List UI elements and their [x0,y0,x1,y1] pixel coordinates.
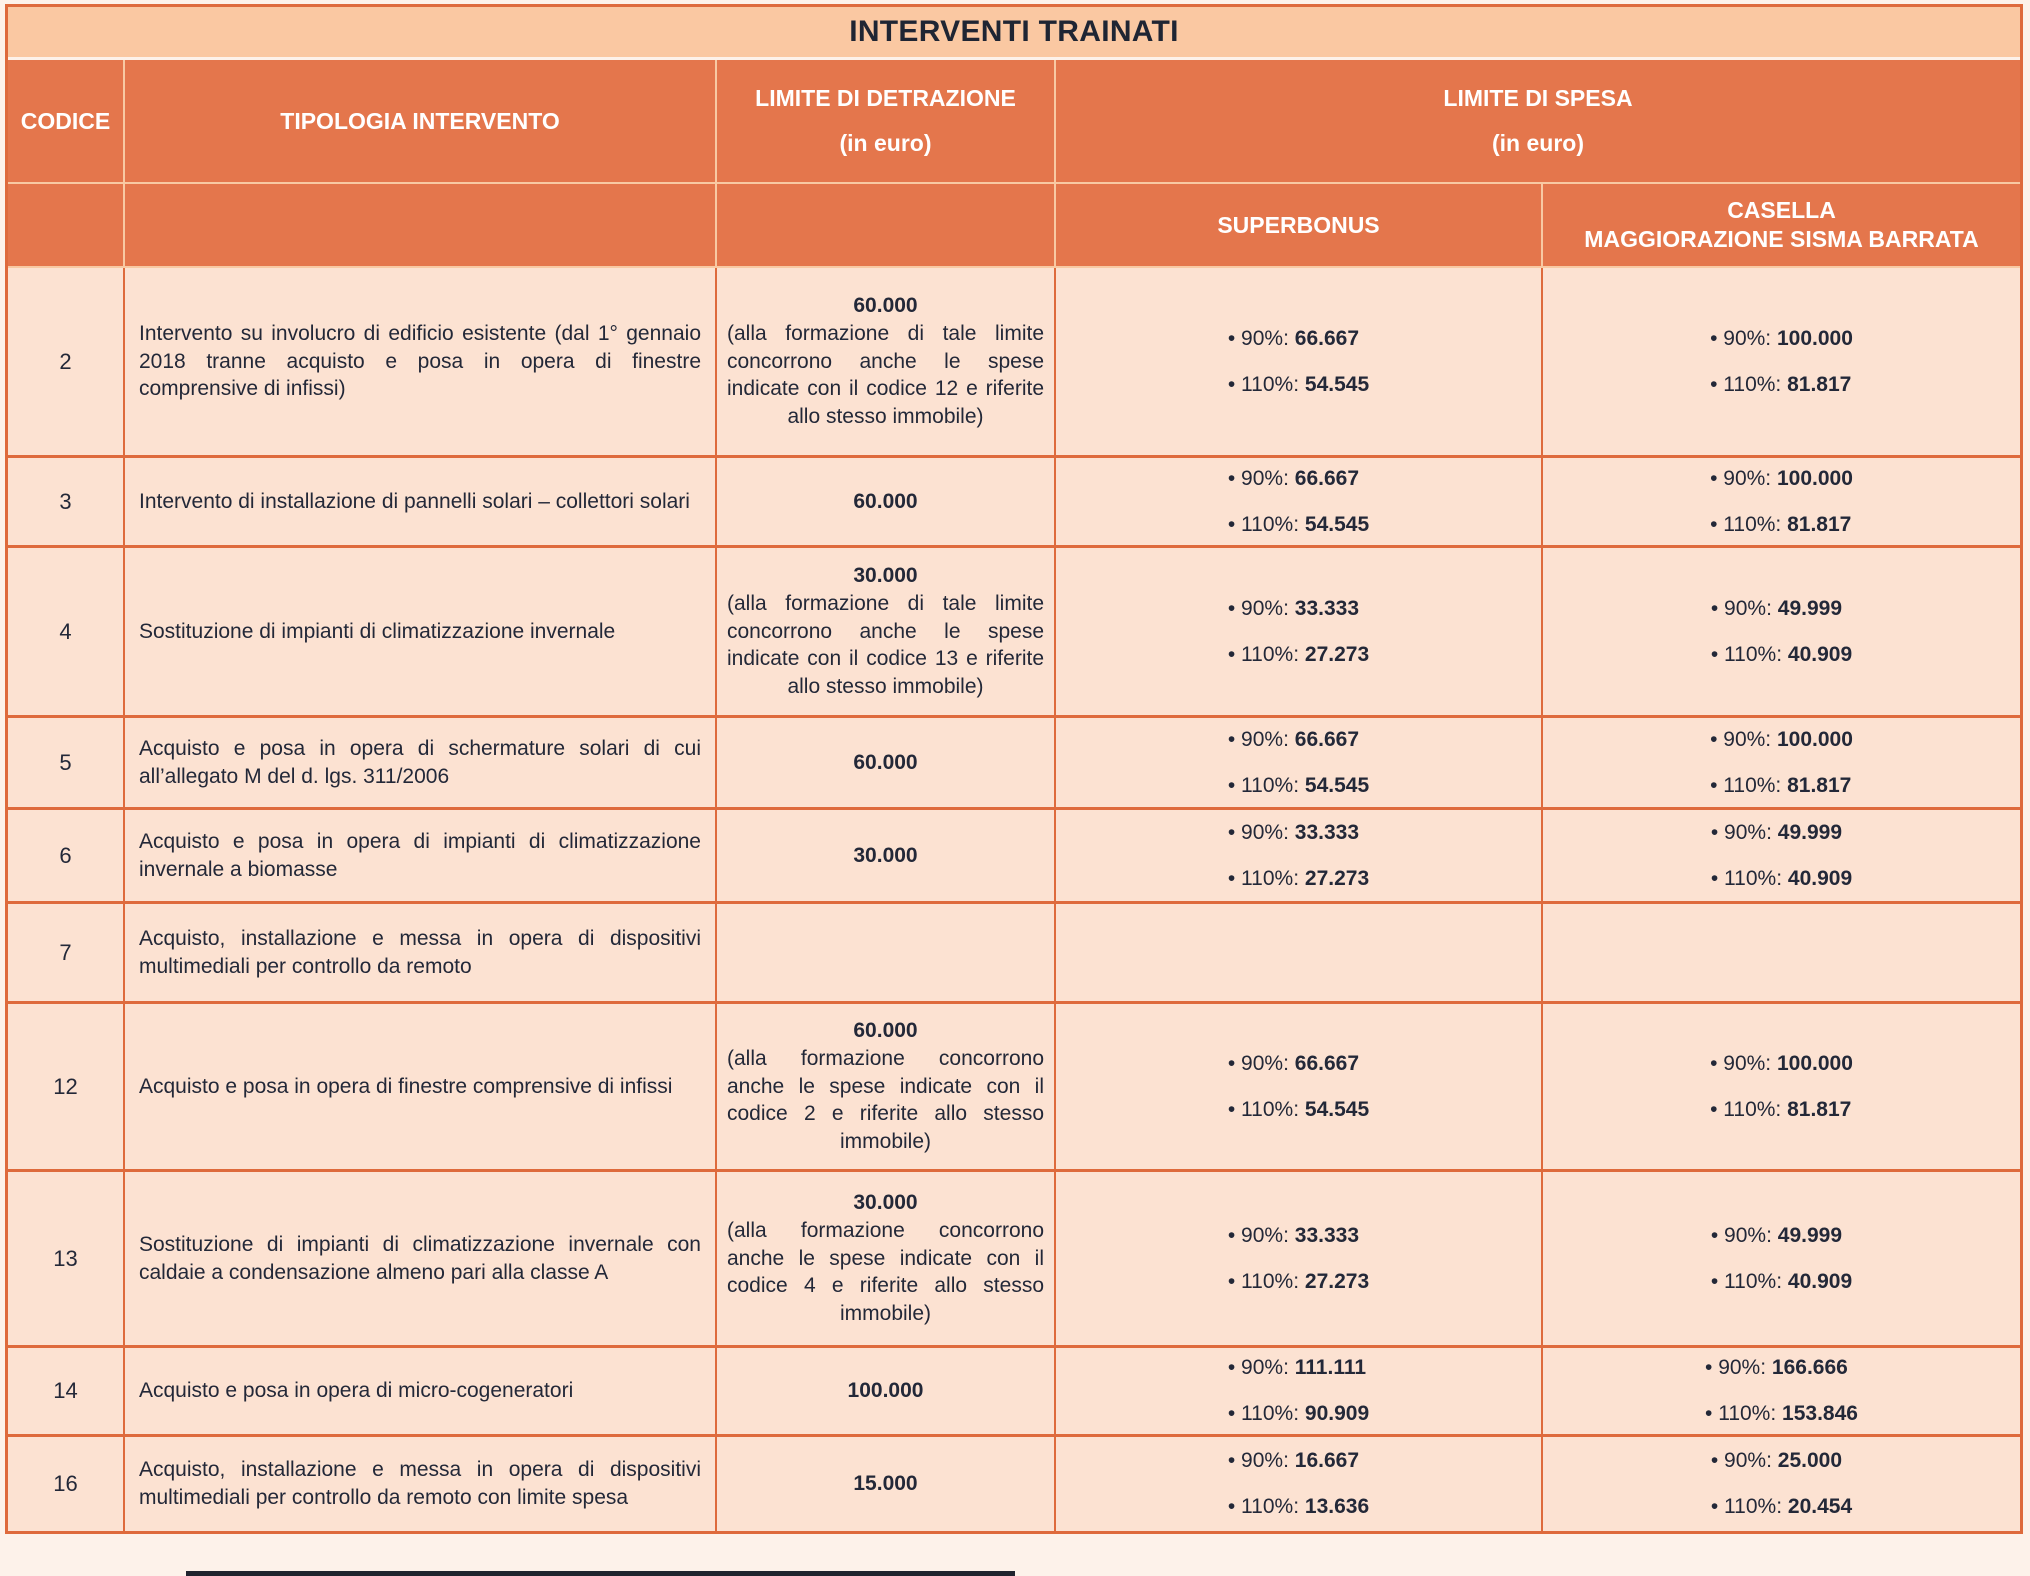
casella-header-line2: MAGGIORAZIONE SISMA BARRATA [1584,226,1979,252]
detrazione-header-line1: LIMITE DI DETRAZIONE [755,85,1016,112]
detrazione-header-line2: (in euro) [839,130,932,156]
tipologia-text: Sostituzione di impianti di climatizzazione invernale con caldaie a condensazione almeno pari alla classe A [139,1232,701,1284]
column-header-detrazione [717,60,1056,184]
casella-cell [1543,810,2020,904]
detrazione-cell [717,1172,1056,1348]
codice-value: 4 [8,548,125,718]
table-row [8,1437,2020,1531]
casella-110-line: • 110%: 81.817 [1710,512,1852,536]
casella-110-line: • 110%: 81.817 [1710,1097,1852,1121]
table-row [8,458,2020,548]
tipologia-text: Acquisto, installazione e messa in opera di dispositivi multimediali per controllo da remoto con limite spesa [139,1457,701,1509]
detrazione-cell [717,268,1056,458]
subheader-empty-detrazione [717,184,1056,268]
tipologia-text: Intervento su involucro di edificio esistente (dal 1° gennaio 2018 tranne acquisto e posa in opera di finestre comprensive di infissi) [139,321,701,401]
tipologia-text: Acquisto e posa in opera di impianti di climatizzazione invernale a biomasse [139,829,701,881]
superbonus-90-line: • 90%: 66.667 [1227,326,1359,350]
casella-cell [1543,1172,2020,1348]
superbonus-110-line: • 110%: 27.273 [1227,866,1370,890]
tipologia-cell [125,1004,717,1172]
table-row [8,1004,2020,1172]
superbonus-90-line: • 90%: 66.667 [1227,727,1359,751]
header-row-1 [8,60,2020,184]
casella-90-line: • 90%: 100.000 [1710,1051,1853,1075]
codice-value: 16 [8,1437,125,1531]
codice-value: 2 [8,268,125,458]
casella-90-line: • 90%: 49.999 [1710,1223,1842,1247]
column-header-superbonus: SUPERBONUS [1056,184,1543,268]
detrazione-amount: 30.000 [853,1190,918,1214]
superbonus-110-line: • 110%: 54.545 [1227,1097,1370,1121]
detrazione-cell [717,904,1056,1004]
superbonus-90-line: • 90%: 66.667 [1227,1051,1359,1075]
casella-110-line: • 110%: 153.846 [1705,1401,1858,1425]
casella-90-line: • 90%: 100.000 [1710,727,1853,751]
detrazione-note: (alla formazione concorrono anche le spese indicate con il codice 2 e riferite allo stesso immobile) [727,1046,1044,1154]
tipologia-cell [125,1172,717,1348]
casella-cell [1543,1348,2020,1437]
superbonus-cell [1056,810,1543,904]
casella-110-line: • 110%: 40.909 [1710,642,1853,666]
superbonus-110-line: • 110%: 54.545 [1227,773,1370,797]
superbonus-110-line: • 110%: 27.273 [1227,642,1370,666]
table-row [8,810,2020,904]
tipologia-text: Sostituzione di impianti di climatizzazione invernale [139,619,616,643]
codice-value: 14 [8,1348,125,1437]
superbonus-cell [1056,1004,1543,1172]
superbonus-90-line: • 90%: 33.333 [1227,596,1359,620]
codice-value: 5 [8,718,125,810]
superbonus-cell [1056,718,1543,810]
column-header-codice: CODICE [8,60,125,184]
tipologia-text: Intervento di installazione di pannelli solari – collettori solari [139,489,690,513]
casella-110-line: • 110%: 40.909 [1710,866,1853,890]
detrazione-cell [717,1437,1056,1531]
detrazione-amount: 15.000 [853,1471,918,1495]
tipologia-cell [125,904,717,1004]
tipologia-cell [125,268,717,458]
superbonus-110-line: • 110%: 54.545 [1227,372,1370,396]
detrazione-amount: 60.000 [853,293,918,317]
detrazione-note: (alla formazione di tale limite concorrono anche le spese indicate con il codice 12 e riferite allo stesso immobile) [727,321,1044,429]
casella-cell [1543,1437,2020,1531]
tipologia-cell [125,718,717,810]
column-header-tipologia: TIPOLOGIA INTERVENTO [125,60,717,184]
superbonus-90-line: • 90%: 66.667 [1227,466,1359,490]
superbonus-90-line: • 90%: 33.333 [1227,1223,1359,1247]
detrazione-amount: 60.000 [853,750,918,774]
casella-90-line: • 90%: 166.666 [1705,1356,1848,1379]
table-row [8,268,2020,458]
superbonus-cell [1056,904,1543,1004]
detrazione-cell [717,1348,1056,1437]
superbonus-cell [1056,1437,1543,1531]
casella-cell [1543,458,2020,548]
casella-cell [1543,1004,2020,1172]
detrazione-amount: 60.000 [853,489,918,513]
casella-cell [1543,718,2020,810]
detrazione-note: (alla formazione di tale limite concorrono anche le spese indicate con il codice 13 e riferite allo stesso immobile) [727,591,1044,699]
casella-110-line: • 110%: 40.909 [1710,1269,1853,1293]
column-header-casella [1543,184,2020,268]
casella-cell [1543,904,2020,1004]
bottom-edge-artifact [186,1571,1015,1576]
casella-90-line: • 90%: 49.999 [1710,820,1842,844]
header-row-2 [8,184,2020,268]
tipologia-cell [125,1348,717,1437]
tipologia-cell [125,1437,717,1531]
table-row [8,904,2020,1004]
superbonus-cell [1056,1348,1543,1437]
detrazione-amount: 30.000 [853,843,918,867]
superbonus-cell [1056,268,1543,458]
codice-value: 7 [8,904,125,1004]
casella-90-line: • 90%: 100.000 [1710,326,1853,350]
subheader-empty-codice [8,184,125,268]
codice-value: 3 [8,458,125,548]
tipologia-text: Acquisto e posa in opera di finestre comprensive di infissi [139,1074,673,1098]
detrazione-cell [717,810,1056,904]
table-row [8,1348,2020,1437]
casella-110-line: • 110%: 81.817 [1710,372,1852,396]
table-row [8,718,2020,810]
superbonus-90-line: • 90%: 33.333 [1227,820,1359,844]
superbonus-90-line: • 90%: 111.111 [1227,1356,1367,1379]
casella-90-line: • 90%: 100.000 [1710,466,1853,490]
superbonus-110-line: • 110%: 27.273 [1227,1269,1370,1293]
table-title-bar [8,7,2020,60]
tipologia-cell [125,810,717,904]
casella-90-line: • 90%: 25.000 [1710,1448,1842,1472]
casella-110-line: • 110%: 81.817 [1710,773,1852,797]
detrazione-amount: 60.000 [853,1018,918,1042]
casella-cell [1543,548,2020,718]
interventi-trainati-table [5,4,2023,1534]
codice-value: 12 [8,1004,125,1172]
column-header-spesa [1056,60,2020,184]
tipologia-text: Acquisto e posa in opera di micro-cogeneratori [139,1378,574,1402]
spesa-header-line1: LIMITE DI SPESA [1443,85,1633,112]
tipologia-cell [125,458,717,548]
superbonus-110-line: • 110%: 13.636 [1227,1494,1370,1518]
detrazione-amount: 100.000 [847,1378,924,1402]
casella-110-line: • 110%: 20.454 [1710,1494,1853,1518]
detrazione-note: (alla formazione concorrono anche le spese indicate con il codice 4 e riferite allo stesso immobile) [727,1218,1044,1326]
detrazione-amount: 30.000 [853,563,918,587]
detrazione-cell [717,548,1056,718]
data-table [8,60,2020,1531]
detrazione-cell [717,718,1056,810]
subheader-empty-tipologia [125,184,717,268]
casella-header-line1: CASELLA [1727,197,1836,224]
detrazione-cell [717,458,1056,548]
casella-90-line: • 90%: 49.999 [1710,596,1842,620]
codice-value: 6 [8,810,125,904]
superbonus-110-line: • 110%: 54.545 [1227,512,1370,536]
superbonus-cell [1056,548,1543,718]
tipologia-cell [125,548,717,718]
superbonus-cell [1056,1172,1543,1348]
spesa-header-line2: (in euro) [1492,130,1584,156]
tipologia-text: Acquisto, installazione e messa in opera di dispositivi multimediali per controllo da remoto [139,926,701,978]
codice-value: 13 [8,1172,125,1348]
table-row [8,1172,2020,1348]
superbonus-90-line: • 90%: 16.667 [1227,1448,1359,1472]
page-title: INTERVENTI TRAINATI [849,15,1179,48]
casella-cell [1543,268,2020,458]
detrazione-cell [717,1004,1056,1172]
superbonus-110-line: • 110%: 90.909 [1227,1401,1370,1425]
table-row [8,548,2020,718]
tipologia-text: Acquisto e posa in opera di schermature solari di cui all’allegato M del d. lgs. 311/2006 [139,736,701,788]
superbonus-cell [1056,458,1543,548]
